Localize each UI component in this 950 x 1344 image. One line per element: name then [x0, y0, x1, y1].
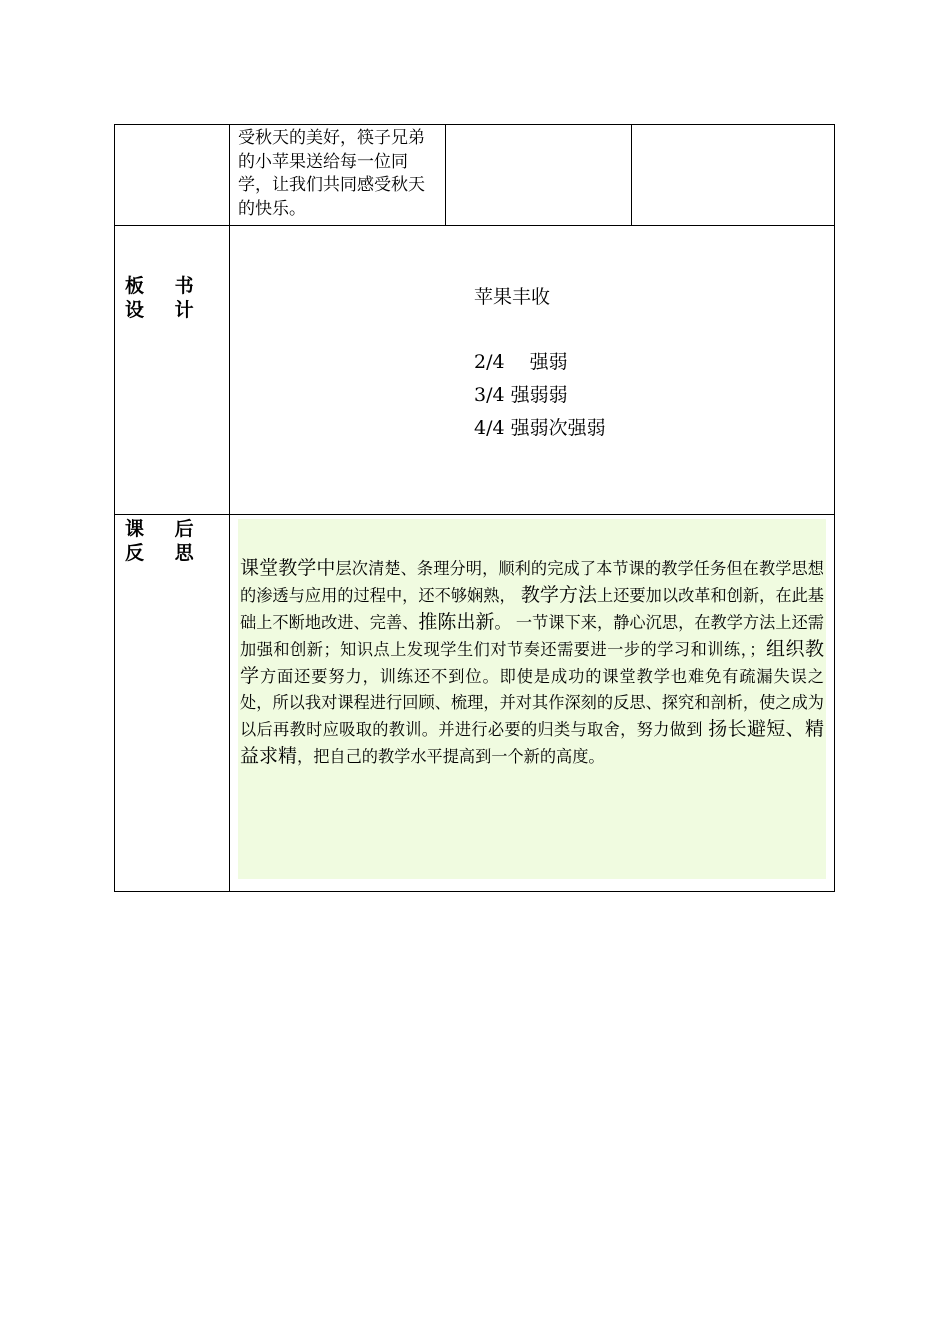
empty-cell-3: [446, 125, 632, 226]
reflection-emphasis: 组织教学: [240, 638, 824, 687]
board-line: 3/4 强弱弱: [474, 384, 568, 406]
reflection-segment: 方面还要努力，训练还不到位。即使是成功的课堂教学也难免有疏漏失误之处，所以我对课程进行回顾、梳理，并对其作深刻的反思、探究和剖析，使之成为以后再教时应吸取的教训。并进行必要的归类与取舍，努力做到: [240, 667, 824, 739]
lesson-plan-table: [114, 124, 835, 892]
board-lines: [474, 346, 606, 445]
reflection-highlight-box: [238, 519, 826, 879]
label-cell-empty: [115, 125, 230, 226]
board-design-cell: [230, 226, 835, 515]
reflection-emphasis: 教学方法: [520, 584, 597, 606]
table-row-board-design: [115, 226, 835, 515]
reflection-segment: 。 一节课下来，静心沉思，在教学方法上还需加强和创新；知识点上发现学生们对节奏还需要进一步的学习和训练，；: [240, 613, 824, 659]
table-row-continuation: [115, 125, 835, 226]
reflection-label: [115, 515, 229, 565]
board-label-line2: 设 计: [125, 299, 206, 321]
table-row-reflection: [115, 515, 835, 892]
board-title: 苹果丰收: [474, 286, 551, 308]
reflection-text: [238, 555, 826, 770]
board-label-line1: 板 书: [125, 275, 206, 297]
reflection-emphasis: 课堂教学中: [240, 557, 336, 579]
reflection-label-line1: 课 后: [125, 518, 206, 540]
activity-cell: [230, 125, 446, 226]
reflection-segment: ，把自己的教学水平提高到一个新的高度。: [297, 747, 605, 766]
board-design-label: [115, 226, 229, 322]
reflection-emphasis: 推陈出新: [418, 611, 495, 633]
board-design-label-cell: [115, 226, 230, 515]
reflection-emphasis: 扬长避短、精益求精: [240, 718, 824, 767]
reflection-cell: [230, 515, 835, 892]
empty-cell-4: [632, 125, 835, 226]
reflection-segment: 上还要加以改革和创新，在此基础上不断地改进、完善、: [240, 586, 824, 632]
reflection-label-line2: 反 思: [125, 542, 206, 564]
reflection-label-cell: [115, 515, 230, 892]
activity-text: 受秋天的美好，筷子兄弟的小苹果送给每一位同学，让我们共同感受秋天的快乐。: [238, 128, 425, 219]
board-line: 2/4 强弱: [474, 351, 568, 373]
reflection-segment: 层次清楚、条理分明，顺利的完成了本节课的教学任务但在教学思想的渗透与应用的过程中，还不够娴熟，: [240, 559, 824, 605]
board-line: 4/4 强弱次强弱: [474, 417, 606, 439]
